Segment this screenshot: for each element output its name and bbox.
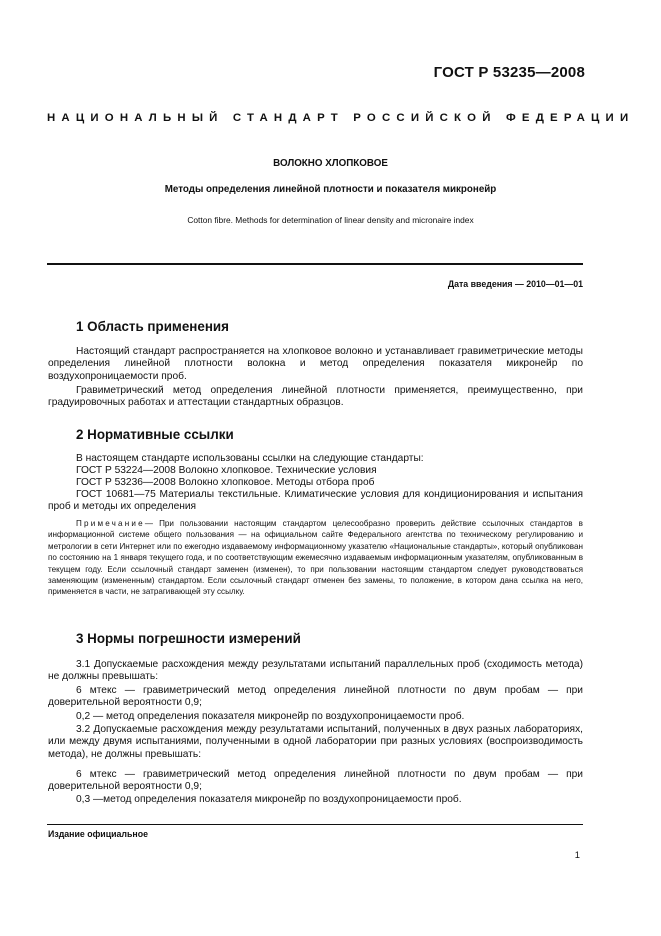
note-paragraph <box>48 518 583 598</box>
section-1-title: 1 Область применения <box>76 319 229 334</box>
footer-divider <box>47 824 583 825</box>
clause-3-2-item: 6 мтекс — гравиметрический метод определения линейной плотности по двум пробам — при доверительной вероятности 0,9; <box>48 769 583 793</box>
english-title: Cotton fibre. Methods for determination of linear density and micronaire index <box>187 215 474 225</box>
clause-3-2-item: 0,3 —метод определения показателя микронейр по воздухопроницаемости проб. <box>76 794 462 805</box>
section-1-paragraph: Настоящий стандарт распространяется на хлопковое волокно и устанавливает гравиметрические методы определения линейной плотности волокна и метод определения показателя микронейр по воздухопроницаемости проб. <box>48 346 583 382</box>
clause-3-1-item: 6 мтекс — гравиметрический метод определения линейной плотности по двум пробам — при доверительной вероятности 0,9; <box>48 685 583 709</box>
document-title: ВОЛОКНО ХЛОПКОВОЕ <box>273 158 388 169</box>
national-standard-heading: НАЦИОНАЛЬНЫЙ СТАНДАРТ РОССИЙСКОЙ ФЕДЕРАЦИИ <box>47 112 635 124</box>
clause-3-1-item: 0,2 — метод определения показателя микронейр по воздухопроницаемости проб. <box>76 711 465 722</box>
reference-item: ГОСТ Р 53236—2008 Волокно хлопковое. Методы отбора проб <box>76 477 375 488</box>
reference-item: ГОСТ 10681—75 Материалы текстильные. Климатические условия для кондиционирования и испытания проб и методы их определения <box>48 489 583 513</box>
page-number: 1 <box>574 849 580 860</box>
clause-3-2: 3.2 Допускаемые расхождения между результатами испытаний, полученных в двух разных лабораториях, или между двумя испытаниями, полученными в одной лаборатории при разных условиях (воспроизводимость метода), не должны превышать: <box>48 724 583 760</box>
section-2-intro: В настоящем стандарте использованы ссылки на следующие стандарты: <box>76 453 424 464</box>
section-1-paragraph: Гравиметрический метод определения линейной плотности применяется, преимущественно, при градуировочных работах и аттестации стандартных образцов. <box>48 385 583 409</box>
note-label: Примечание <box>76 519 145 528</box>
section-3-title: 3 Нормы погрешности измерений <box>76 631 301 646</box>
clause-3-1: 3.1 Допускаемые расхождения между результатами испытаний параллельных проб (сходимость метода) не должны превышать: <box>48 659 583 683</box>
header-divider <box>47 263 583 265</box>
note-text: — При пользовании настоящим стандартом целесообразно проверить действие ссылочных стандартов в информационной системе общего пользования — на официальном сайте Федерального агентства по техническому регулированию и метрологии в сети Интернет или по ежегодно издаваемому информационному указателю «Национальные стандарты», который опубликован по состоянию на 1 января текущего года, и по соответствующим ежемесячно издаваемым информационным указателям, опубликованным в текущем году. Если ссылочный стандарт заменен (изменен), то при пользовании настоящим стандартом следует руководствоваться заменяющим (измененным) стандартом. Если ссылочный стандарт отменен без замены, то положение, в котором дана ссылка на него, применяется в части, не затрагивающей эту ссылку. <box>48 519 583 597</box>
introduction-date: Дата введения — 2010—01—01 <box>447 279 583 289</box>
section-2-title: 2 Нормативные ссылки <box>76 427 234 442</box>
official-edition-label: Издание официальное <box>48 829 148 839</box>
reference-item: ГОСТ Р 53224—2008 Волокно хлопковое. Технические условия <box>76 465 377 476</box>
gost-number: ГОСТ Р 53235—2008 <box>433 64 585 81</box>
document-subtitle: Методы определения линейной плотности и показателя микронейр <box>164 184 497 195</box>
